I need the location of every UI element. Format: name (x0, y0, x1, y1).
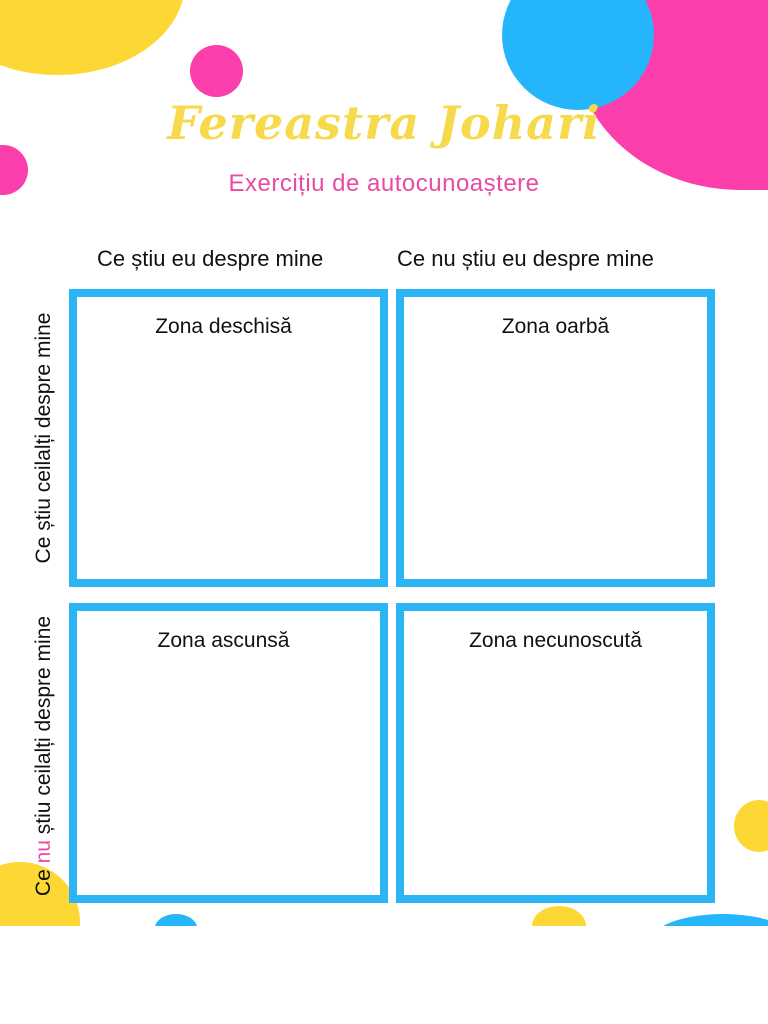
row-header-others-not-know (32, 616, 56, 896)
zone-unknown-box[interactable] (396, 603, 715, 903)
column-header-know-self: Ce știu eu despre mine (97, 246, 324, 271)
pink-dot-top (190, 45, 243, 97)
yellow-dot-right (734, 800, 768, 852)
row-header-others-know (32, 313, 56, 564)
row-header-text: Ce (32, 863, 55, 897)
yellow-blob-top-left (0, 0, 185, 75)
zone-hidden-box[interactable] (69, 603, 388, 903)
row-header-text-end: știu ceilalți despre mine (32, 615, 55, 841)
blue-shape-bottom-right (648, 914, 768, 926)
row-header-text: Ce știu ceilalți despre mine (32, 312, 55, 564)
zone-open-label: Zona deschisă (155, 315, 292, 338)
column-header-not-know-self: Ce nu știu eu despre mine (397, 246, 654, 271)
yellow-dot-bottom (532, 906, 586, 926)
page-title: Fereastra Johari (167, 96, 601, 150)
zone-open-box[interactable] (69, 289, 388, 587)
zone-unknown-label: Zona necunoscută (469, 629, 642, 652)
zone-blind-box[interactable] (396, 289, 715, 587)
blue-dot-bottom (155, 914, 197, 926)
zone-hidden-label: Zona ascunsă (157, 629, 290, 652)
row-header-highlight: nu (32, 840, 55, 864)
page-subtitle: Exercițiu de autocunoaștere (228, 170, 540, 197)
zone-blind-label: Zona oarbă (501, 315, 610, 338)
